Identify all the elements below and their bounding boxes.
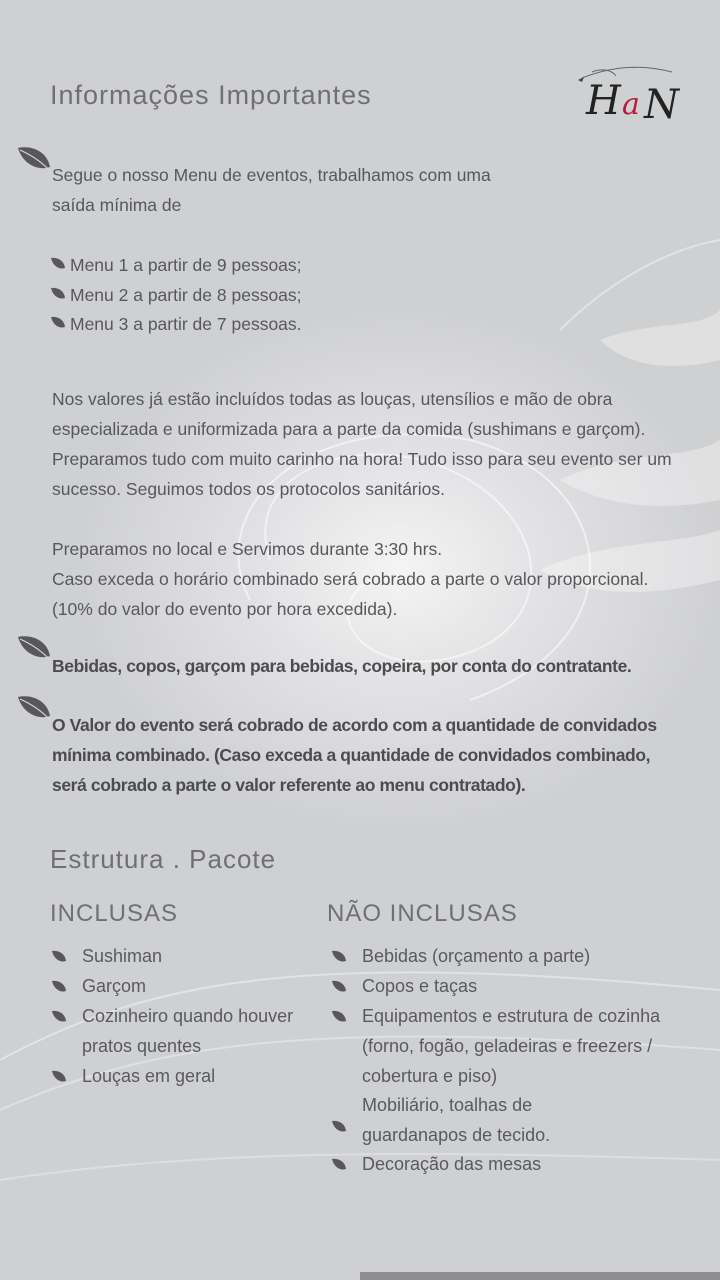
leaf-bullet-icon xyxy=(52,950,66,964)
intro-text: Segue o nosso Menu de eventos, trabalhamos com uma saída mínima de xyxy=(52,165,491,215)
leaf-bullet-icon xyxy=(332,980,346,994)
page-title: Informações Importantes xyxy=(50,80,372,110)
svg-text:N: N xyxy=(644,82,679,128)
structure-title: Estrutura . Pacote xyxy=(50,844,277,874)
contractor-note: Bebidas, copos, garçom para bebidas, copeira, por conta do contratante. xyxy=(52,656,632,676)
leaf-bullet-icon xyxy=(332,1010,346,1024)
leaf-bullet-icon xyxy=(52,1010,66,1024)
included-services-paragraph: Nos valores já estão incluídos todas as louças, utensílios e mão de obra especializada e uniformizada para a parte da comida (sushimans e garçom). Preparamos tudo com muito carinho na hora! Tudo isso para seu evento ser um sucesso. Seguimos todos os protocolos sanitários. xyxy=(52,389,672,499)
not-included-item: Equipamentos e estrutura de cozinha (forno, fogão, geladeiras e freezers / cobertura e piso) xyxy=(362,1006,661,1086)
included-title: INCLUSAS xyxy=(50,900,179,927)
included-item: Garçom xyxy=(82,976,147,996)
footer-bar xyxy=(360,1272,720,1280)
menu-item: Menu 2 a partir de 8 pessoas; xyxy=(70,285,302,305)
leaf-bullet-icon xyxy=(332,1120,346,1134)
leaf-bullet-icon xyxy=(51,287,65,301)
included-item: Sushiman xyxy=(82,946,163,966)
han-logo xyxy=(572,58,696,128)
leaf-icon xyxy=(17,634,51,664)
svg-text:H: H xyxy=(586,78,621,124)
svg-text:a: a xyxy=(622,87,640,122)
leaf-bullet-icon xyxy=(332,950,346,964)
menu-item: Menu 1 a partir de 9 pessoas; xyxy=(70,255,302,275)
included-item: Louças em geral xyxy=(82,1066,216,1086)
leaf-bullet-icon xyxy=(52,980,66,994)
leaf-bullet-icon xyxy=(51,316,65,330)
pricing-note: O Valor do evento será cobrado de acordo com a quantidade de convidados mínima combinado. (Caso exceda a quantidade de convidados combinado, será cobrado a parte o valor referente ao menu contratado). xyxy=(52,715,657,795)
leaf-icon xyxy=(17,694,51,724)
leaf-bullet-icon xyxy=(51,257,65,271)
service-duration-text: Preparamos no local e Servimos durante 3:30 hrs. xyxy=(52,539,443,559)
not-included-title: NÃO INCLUSAS xyxy=(327,900,518,927)
not-included-item: Bebidas (orçamento a parte) xyxy=(362,946,591,966)
leaf-bullet-icon xyxy=(332,1158,346,1172)
overtime-text: Caso exceda o horário combinado será cobrado a parte o valor proporcional. (10% do valor do evento por hora excedida). xyxy=(52,569,649,619)
leaf-icon xyxy=(17,145,51,175)
included-item: Cozinheiro quando houver pratos quentes xyxy=(82,1006,294,1056)
not-included-item: Mobiliário, toalhas de guardanapos de tecido. xyxy=(362,1095,551,1145)
not-included-item: Decoração das mesas xyxy=(362,1154,542,1174)
leaf-bullet-icon xyxy=(52,1070,66,1084)
not-included-item: Copos e taças xyxy=(362,976,478,996)
menu-item: Menu 3 a partir de 7 pessoas. xyxy=(70,314,302,334)
